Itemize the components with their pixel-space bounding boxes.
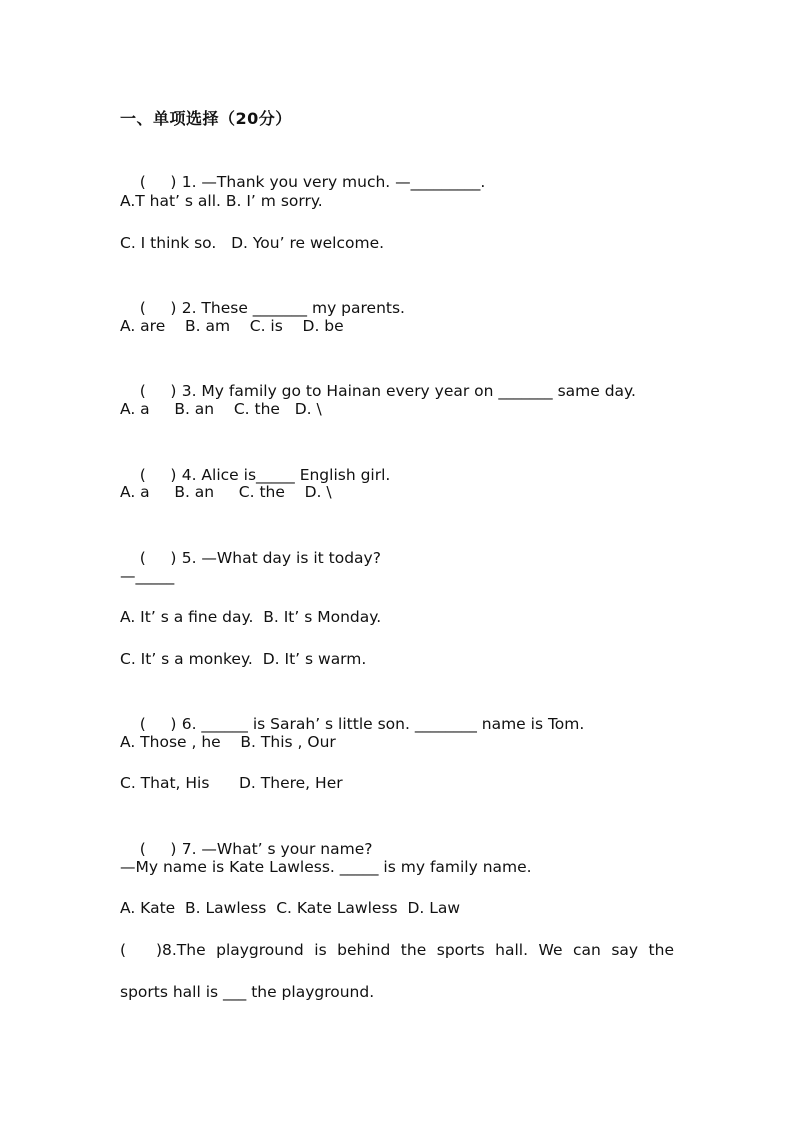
- question-stem: 2. These _______ my parents.: [181, 299, 405, 317]
- question-stem: 4. Alice is_____ English girl.: [181, 466, 391, 484]
- answer-blank: ( ): [139, 173, 177, 191]
- question-3-options: A. a B. an C. the D. \: [120, 400, 322, 418]
- answer-blank: ( ): [139, 840, 177, 858]
- answer-blank: ( ): [139, 549, 177, 567]
- section-heading: 一、单项选择（20分）: [120, 109, 292, 128]
- answer-blank: ( ): [139, 466, 177, 484]
- question-5-answer-line: —_____: [120, 567, 175, 585]
- question-2-options: A. are B. am C. is D. be: [120, 317, 344, 335]
- question-stem: 1. —Thank you very much. —_________.: [181, 173, 486, 191]
- question-5-options-1: A. It’ s a fine day. B. It’ s Monday.: [120, 608, 382, 626]
- question-7-options: A. Kate B. Lawless C. Kate Lawless D. Law: [120, 899, 461, 917]
- question-stem: 7. —What’ s your name?: [181, 840, 373, 858]
- question-stem: 6. ______ is Sarah’ s little son. ________ name is Tom.: [181, 715, 585, 733]
- question-stem: 8.The playground is behind the sports hall. We can say the: [162, 941, 674, 959]
- question-6-options-1: A. Those , he B. This , Our: [120, 733, 336, 751]
- question-stem: 5. —What day is it today?: [181, 549, 381, 567]
- answer-blank: ( ): [139, 299, 177, 317]
- question-1-options-2: C. I think so. D. You’ re welcome.: [120, 234, 385, 252]
- question-stem: 3. My family go to Hainan every year on _______ same day.: [181, 382, 636, 400]
- question-8-continuation: sports hall is ___ the playground.: [120, 983, 375, 1001]
- question-7-answer-line: —My name is Kate Lawless. _____ is my family name.: [120, 858, 532, 876]
- question-6-options-2: C. That, His D. There, Her: [120, 774, 343, 792]
- question-5-options-2: C. It’ s a monkey. D. It’ s warm.: [120, 650, 367, 668]
- answer-blank: ( ): [139, 715, 177, 733]
- question-8: [120, 938, 674, 962]
- question-1-options-1: A.T hat’ s all. B. I’ m sorry.: [120, 192, 323, 210]
- answer-blank: ( ): [139, 382, 177, 400]
- question-4-options: A. a B. an C. the D. \: [120, 483, 332, 501]
- answer-blank: ( ): [120, 941, 162, 959]
